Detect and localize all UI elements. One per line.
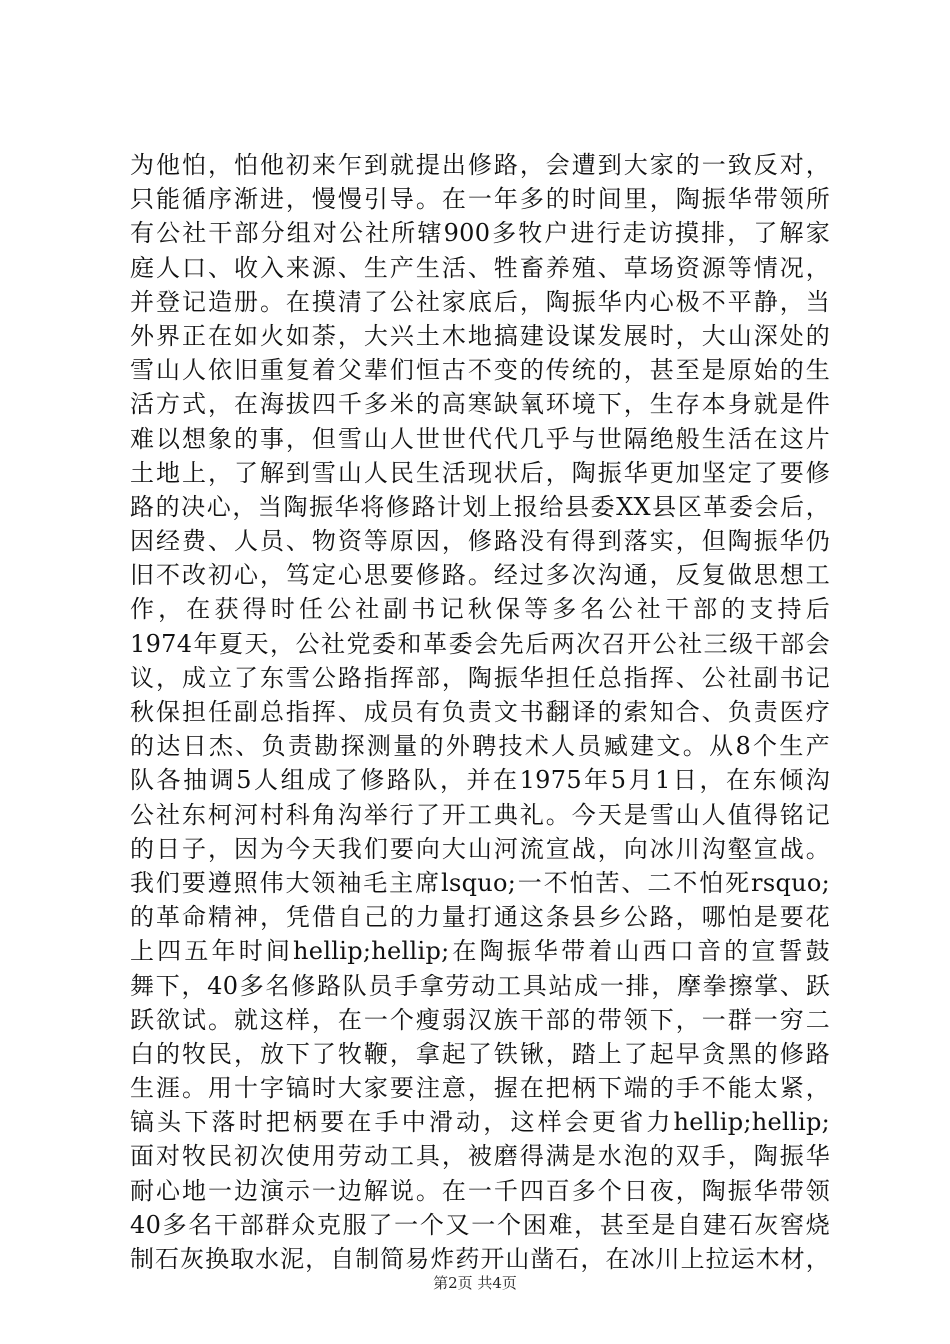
text-line: 队各抽调5人组成了修路队，并在1975年5月1日，在东倾沟 [130,766,830,795]
text-line: 土地上，了解到雪山人民生活现状后，陶振华更加坚定了要修 [130,458,830,487]
text-line: 路的决心，当陶振华将修路计划上报给县委XX县区革委会后， [130,492,830,521]
text-line: 庭人口、收入来源、生产生活、牲畜养殖、草场资源等情况， [130,253,830,282]
text-line: 秋保担任副总指挥、成员有负责文书翻译的索知合、负责医疗 [130,698,830,726]
text-line: 的日子，因为今天我们要向大山河流宣战，向冰川沟壑宣战。 [130,834,830,863]
text-line: 上四五年时间hellip;hellip;在陶振华带着山西口音的宣誓鼓 [130,937,830,966]
text-line: 的革命精神，凭借自己的力量打通这条县乡公路，哪怕是要花 [130,903,830,932]
text-line: 雪山人依旧重复着父辈们恒古不变的传统的，甚至是原始的生 [130,356,830,385]
text-line: 公社东柯河村科角沟举行了开工典礼。今天是雪山人值得铭记 [130,800,830,829]
text-line: 因经费、人员、物资等原因，修路没有得到落实，但陶振华仍 [130,527,830,556]
body-text [130,148,830,1276]
text-line: 外界正在如火如荼，大兴土木地搞建设谋发展时，大山深处的 [130,321,830,350]
text-line: 并登记造册。在摸清了公社家底后，陶振华内心极不平静，当 [130,287,830,316]
page-footer: 第2页 共4页 [433,1274,517,1292]
text-line: 作，在获得时任公社副书记秋保等多名公社干部的支持后 [130,595,830,624]
text-line: 的达日杰、负责勘探测量的外聘技术人员臧建文。从8个生产 [130,732,830,761]
text-line: 有公社干部分组对公社所辖900多牧户进行走访摸排，了解家 [130,219,830,248]
text-line: 只能循序渐进，慢慢引导。在一年多的时间里，陶振华带领所 [130,185,830,214]
text-line: 40多名干部群众克服了一个又一个困难，甚至是自建石灰窖烧 [130,1210,830,1239]
text-line: 难以想象的事，但雪山人世世代代几乎与世隔绝般生活在这片 [130,424,830,453]
text-line: 面对牧民初次使用劳动工具，被磨得满是水泡的双手，陶振华 [130,1142,830,1171]
text-line: 活方式，在海拔四千多米的高寒缺氧环境下，生存本身就是件 [130,390,830,419]
text-line: 为他怕，怕他初来乍到就提出修路，会遭到大家的一致反对， [130,151,830,179]
text-line: 制石灰换取水泥，自制简易炸药开山凿石，在冰川上拉运木材， [130,1245,830,1273]
text-line: 跃欲试。就这样，在一个瘦弱汉族干部的带领下，一群一穷二 [130,1005,830,1034]
text-line: 耐心地一边演示一边解说。在一千四百多个日夜，陶振华带领 [130,1176,830,1205]
text-line: 我们要遵照伟大领袖毛主席lsquo;一不怕苦、二不怕死rsquo; [130,868,830,897]
text-line: 镐头下落时把柄要在手中滑动，这样会更省力hellip;hellip; [130,1108,830,1137]
text-line: 白的牧民，放下了牧鞭，拿起了铁锹，踏上了起早贪黑的修路 [130,1039,830,1068]
text-line: 生涯。用十字镐时大家要注意，握在把柄下端的手不能太紧， [130,1074,830,1103]
text-line: 议，成立了东雪公路指挥部，陶振华担任总指挥、公社副书记 [130,663,830,692]
text-line: 舞下，40多名修路队员手拿劳动工具站成一排，摩拳擦掌、跃 [130,971,830,1000]
text-line: 1974年夏天，公社党委和革委会先后两次召开公社三级干部会 [130,629,830,658]
text-line: 旧不改初心，笃定心思要修路。经过多次沟通，反复做思想工 [130,561,830,590]
